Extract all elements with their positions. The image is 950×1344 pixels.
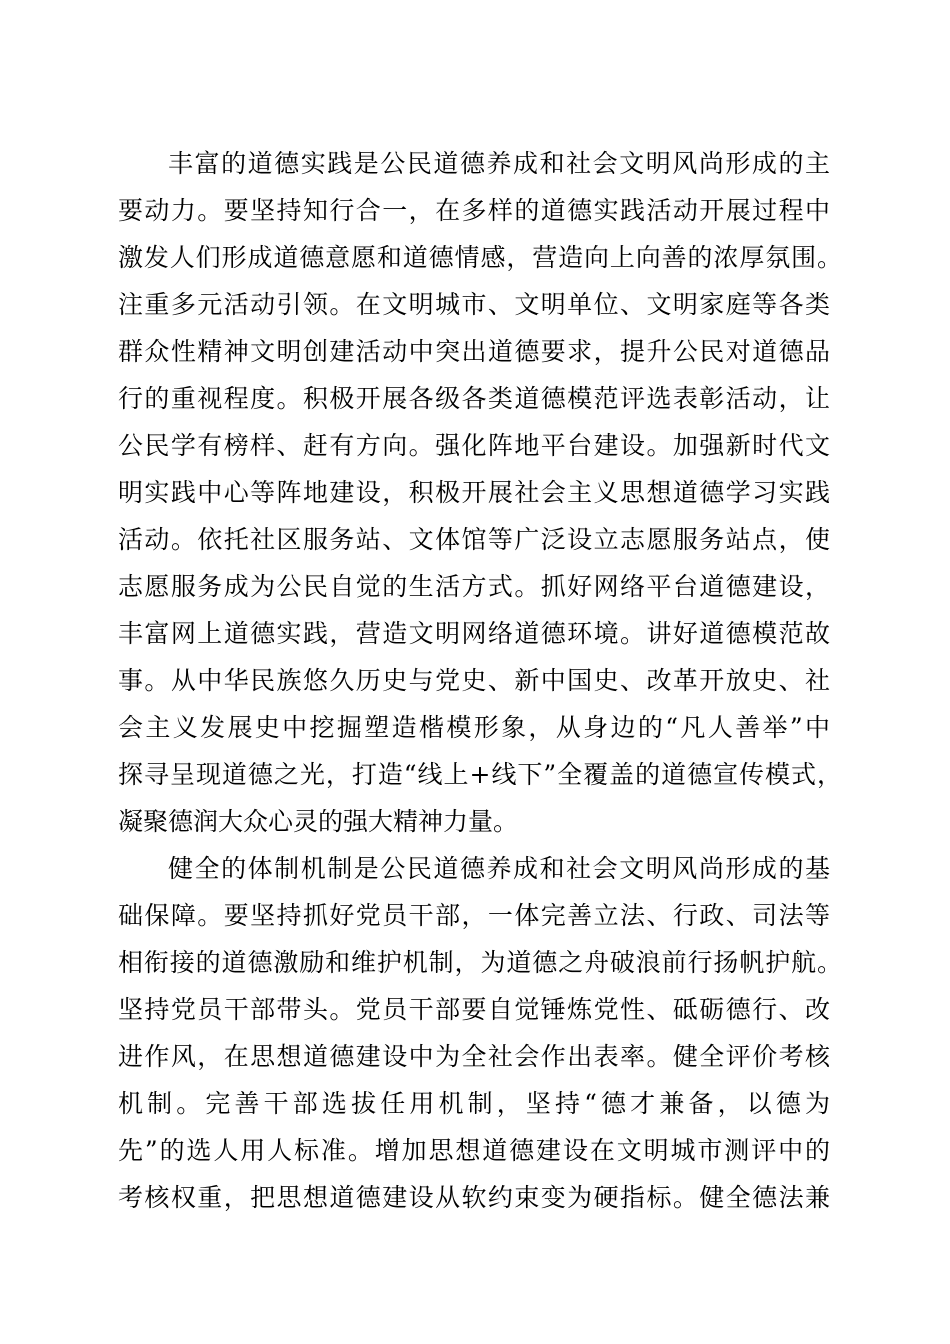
text-line: 激发人们形成道德意愿和道德情感，营造向上向善的浓厚氛围。: [118, 243, 842, 272]
text-line: 要动力。要坚持知行合一，在多样的道德实践活动开展过程中: [118, 196, 830, 225]
text-line: 注重多元活动引领。在文明城市、文明单位、文明家庭等各类: [118, 290, 830, 319]
text-line: 进作风，在思想道德建设中为全社会作出表率。健全评价考核: [118, 1042, 830, 1071]
text-line: 相衔接的道德激励和维护机制，为道德之舟破浪前行扬帆护航。: [118, 948, 842, 977]
text-line: 明实践中心等阵地建设，积极开展社会主义思想道德学习实践: [118, 478, 830, 507]
text-line: 会主义发展史中挖掘塑造楷模形象，从身边的“凡人善举”中: [118, 713, 830, 742]
text-line: 探寻呈现道德之光，打造“线上+线下”全覆盖的道德宣传模式，: [118, 760, 842, 789]
text-line: 丰富的道德实践是公民道德养成和社会文明风尚形成的主: [168, 149, 830, 178]
text-line: 群众性精神文明创建活动中突出道德要求，提升公民对道德品: [118, 337, 830, 366]
text-line: 础保障。要坚持抓好党员干部，一体完善立法、行政、司法等: [118, 901, 830, 930]
text-line: 活动。依托社区服务站、文体馆等广泛设立志愿服务站点，使: [118, 525, 830, 554]
text-line: 丰富网上道德实践，营造文明网络道德环境。讲好道德模范故: [118, 619, 830, 648]
text-line: 机制。完善干部选拔任用机制，坚持“德才兼备，以德为: [118, 1089, 830, 1118]
text-line: 考核权重，把思想道德建设从软约束变为硬指标。健全德法兼: [118, 1183, 830, 1212]
text-line: 坚持党员干部带头。党员干部要自觉锤炼党性、砥砺德行、改: [118, 995, 830, 1024]
text-line: 事。从中华民族悠久历史与党史、新中国史、改革开放史、社: [118, 666, 830, 695]
text-line: 健全的体制机制是公民道德养成和社会文明风尚形成的基: [168, 854, 830, 883]
text-line: 先”的选人用人标准。增加思想道德建设在文明城市测评中的: [118, 1136, 830, 1165]
text-line: 凝聚德润大众心灵的强大精神力量。: [118, 807, 519, 836]
text-line: 公民学有榜样、赶有方向。强化阵地平台建设。加强新时代文: [118, 431, 830, 460]
text-line: 行的重视程度。积极开展各级各类道德模范评选表彰活动，让: [118, 384, 830, 413]
text-line: 志愿服务成为公民自觉的生活方式。抓好网络平台道德建设，: [118, 572, 830, 601]
